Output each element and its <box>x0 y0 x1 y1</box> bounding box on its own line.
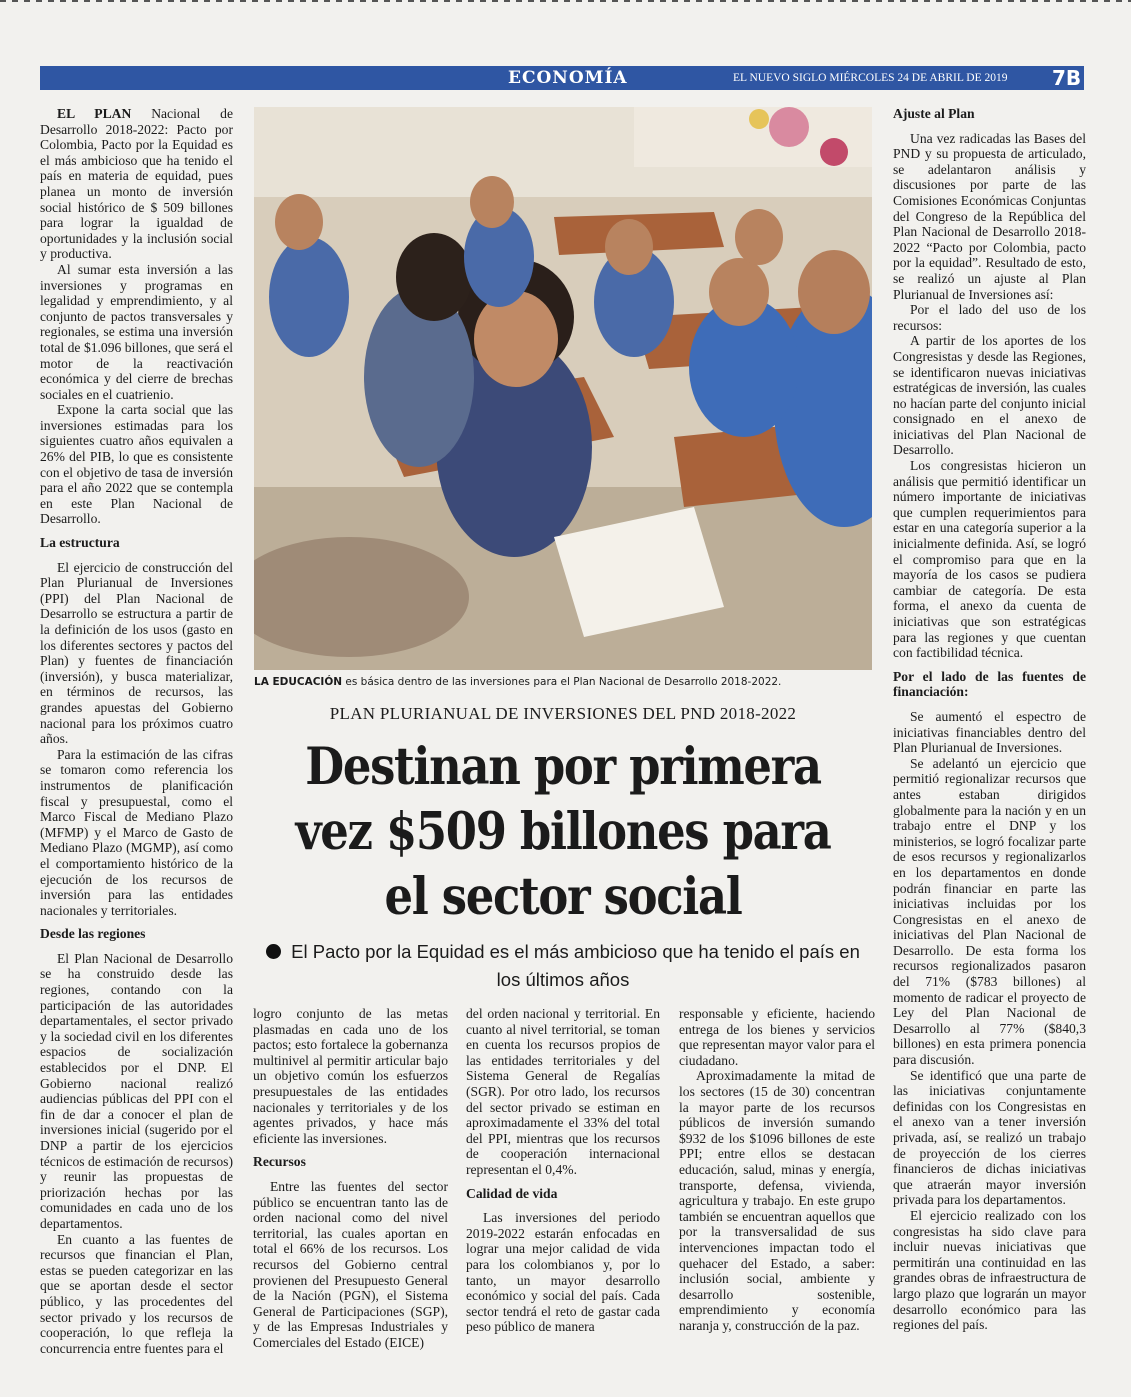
lead-bold-words: EL PLAN <box>57 106 132 121</box>
subheading-ajuste: Ajuste al Plan <box>893 106 975 121</box>
page-number: 7B <box>1052 66 1082 90</box>
paragraph: logro conjunto de las metas plasmadas en cada uno de los pactos; esto fortalece la gobernanza multinivel al permitir articular bajo un objetivo común los esfuerzos presupuestales de las entidades nacionales y territoriales y de los agentes privados, y hace más eficiente las inversiones. <box>253 1006 448 1146</box>
paragraph: Se aumentó el espectro de iniciativas financiables dentro del Plan Plurianual de Inversiones. <box>893 708 1086 756</box>
classroom-photo <box>254 107 872 670</box>
paragraph: Las inversiones del periodo 2019-2022 estarán enfocadas en lograr una mejor calidad de vida para los colombianos y, por lo tanto, un mayor desarrollo económico y social del país. Cada sector tendrá el reto de gastar cada peso público de manera <box>466 1210 660 1335</box>
article-kicker: PLAN PLURIANUAL DE INVERSIONES DEL PND 2018-2022 <box>329 704 797 723</box>
paragraph: del orden nacional y territorial. En cuanto al nivel territorial, se toman en cuenta los recursos propios de las entidades territoriales y del Sistema General de Regalías (SGR). Por otro lado, los recursos del sector privado se estiman en aproximadamente el 33% del total del PPI, mientras que los recursos de cooperación internacional representan el 0,4%. <box>466 1006 660 1177</box>
lead-paragraph <box>40 106 233 262</box>
subheading-regiones: Desde las regiones <box>40 926 146 942</box>
article-column-1 <box>40 106 233 1356</box>
subheading-recursos: Recursos <box>253 1154 306 1170</box>
paragraph: Una vez radicadas las Bases del PND y su propuesta de articulado, se adelantaron análisis y discusiones por parte de las Comisiones Económicas Conjuntas del Congreso de la República del Plan Nacional de Desarrollo 2018-2022 “Pacto por Colombia, pacto por la equidad”. Resultado de esto, se realizó un ajuste al Plan Plurianual de Inversiones así: <box>893 130 1086 302</box>
paragraph: En cuanto a las fuentes de recursos que financian el Plan, estas se pueden categorizar en las que se aportan desde el sector público, y las procedentes del sector privado y los recursos de cooperación, lo que refleja la concurrencia entre fuentes para el <box>40 1231 233 1356</box>
bullet-icon <box>266 944 281 959</box>
paragraph: El Plan Nacional de Desarrollo se ha construido desde las regiones, contando con la participación de las autoridades departamentales, el sector privado y la sociedad civil en los diferentes espacios de socialización establecidos por el DNP. El Gobierno nacional realizó audiencias públicas del PPI con el fin de dar a conocer el plan de inversiones inicial (sugerido por el DNP a partir de los ejercicios técnicos de estimación de recursos) y reunir las propuestas de priorización hechas por las comunidades en cada uno de los departamentos. <box>40 950 233 1231</box>
article-subhead <box>254 938 872 994</box>
paragraph: Para la estimación de las cifras se tomaron como referencia los instrumentos de planificación fiscal y presupuestal, como el Marco Fiscal de Mediano Plazo (MFMP) y el Marco de Gasto de Mediano Plazo (MGMP), así como el comportamiento histórico de la ejecución de los recursos de inversión para las entidades nacionales y territoriales. <box>40 746 233 918</box>
paragraph: El ejercicio de construcción del Plan Plurianual de Inversiones (PPI) del Plan Nacional de Desarrollo se estructura a partir de la definición de los usos (gasto en los diferentes sectores y pactos del Plan) y fuentes de financiación (inversión), y busca materializar, en términos de recursos, las grandes apuestas del Gobierno nacional para los próximos cuatro años. <box>40 559 233 747</box>
paragraph: Se identificó que una parte de las iniciativas conjuntamente definidas con los Congresistas en el anexo van a tener inversión privada, así, se realizó un trabajo de proyección de los cierres financieros de dichas iniciativas que atraerán mayor inversión privada para los departamentos. <box>893 1067 1086 1208</box>
paragraph: A partir de los aportes de los Congresistas y desde las Regiones, se identificaron nuevas iniciativas estratégicas de inversión, las cuales no hacían parte del conjunto inicial consignado en el anexo de iniciativas del Plan Nacional de Desarrollo. <box>893 333 1086 458</box>
article-column-5 <box>893 106 1086 1358</box>
caption-text: es básica dentro de las inversiones para el Plan Nacional de Desarrollo 2018-2022. <box>342 676 782 688</box>
paragraph: Aproximadamente la mitad de los sectores (15 de 30) concentran la mayor parte de los recursos públicos de inversión sumando $932 de los $1096 billones de este PPI; entre ellos se destacan educación, salud, minas y energía, transporte, defensa, vivienda, agricultura y trabajo. En este grupo también se encuentran aquellos que por la transversalidad de sus intervenciones impactan todo el quehacer del Estado, a saber: inclusión social, ambiente y desarrollo sostenible, emprendimiento y economía naranja y, construcción de la paz. <box>679 1068 875 1333</box>
paragraph: responsable y eficiente, haciendo entrega de los bienes y servicios que representan mayor valor para el ciudadano. <box>679 1006 875 1068</box>
subheading-fuentes: Por el lado de las fuentes de financiación: <box>893 668 1086 700</box>
paragraph: Expone la carta social que las inversiones estimadas para los siguientes cuatro años equivalen a 26% del PIB, lo que es consistente con el objetivo de tasa de inversión para el año 2022 que se contempla en este Plan Nacional de Desarrollo. <box>40 402 233 527</box>
paragraph: Al sumar esta inversión a las inversiones y programas en legalidad y emprendimiento, y al conjunto de pactos transversales y regionales, se estima una inversión total de $1.096 billones, que será el motor de la reactivación económica y del cierre de brechas sociales en el cuatrienio. <box>40 261 233 402</box>
paragraph: Por el lado del uso de los recursos: <box>893 302 1086 333</box>
article-headline: Destinan por primera vez $509 billones para el sector social <box>295 737 831 927</box>
section-title: ECONOMÍA <box>508 68 628 88</box>
lead-text: Nacional de Desarrollo 2018-2022: Pacto por Colombia, Pacto por la Equidad es el más ambicioso que ha tenido el país en materia de equidad, pues planea un monto de inversión social histórico de $ 509 billones para lograr la igualdad de oportunidades y la inclusión social y productiva. <box>40 106 233 262</box>
article-column-4 <box>679 1006 875 1354</box>
paragraph: El ejercicio realizado con los congresistas ha sido clave para incluir nuevas iniciativas que permitirán una continuidad en las grandes obras de infraestructura de largo plazo que lograrán un mayor desarrollo económico para las regiones del país. <box>893 1207 1086 1333</box>
paragraph: Se adelantó un ejercicio que permitió regionalizar recursos que antes estaban dirigidos globalmente para la nación y en un trabajo entre el DNP y los ministerios, se logró focalizar parte de esos recursos y regionalizarlos en los departamentos en donde podrán financiar en parte las iniciativas incluidas por los Congresistas en el anexo de iniciativas del Plan Nacional de Desarrollo. De esta forma los recursos regionalizados pasaron del 71% ($783 billones) al momento de radicar el proyecto de Ley del Plan Nacional de Desarrollo al 77% ($840,3 billones) en esta primera ponencia para discusión. <box>893 755 1086 1068</box>
paragraph: Los congresistas hicieron un análisis que permitió identificar un número importante de iniciativas que cumplen requerimientos para estar en una categoría superior a la inicialmente definida. Así, se logró el compromiso para que en la mayoría de los casos se pudiera cambiar de categoría. De esta forma, el anexo da cuenta de iniciativas que son estratégicas para las regiones y que cuentan con factibilidad técnica. <box>893 458 1086 661</box>
subheading-calidad: Calidad de vida <box>466 1185 558 1201</box>
subheading-estructura: La estructura <box>40 535 120 551</box>
newspaper-date: EL NUEVO SIGLO MIÉRCOLES 24 DE ABRIL DE 2019 <box>733 72 1008 84</box>
paragraph: Entre las fuentes del sector público se encuentran tanto las de orden nacional como del nivel territorial, las cuales aportan en total el 66% de los recursos. Los recursos del Gobierno central provienen del Presupuesto General de la Nación (PGN), el Sistema General de Participaciones (SGP), y de las Empresas Industriales y Comerciales del Estado (EICE) <box>253 1178 448 1350</box>
top-dashed-border <box>0 0 1131 2</box>
subhead-text: El Pacto por la Equidad es el más ambicioso que ha tenido el país en los últimos años <box>291 941 860 990</box>
article-column-3 <box>466 1006 660 1354</box>
caption-label: LA EDUCACIÓN <box>254 676 343 688</box>
photo-caption <box>254 676 872 688</box>
article-column-2 <box>253 1006 448 1354</box>
